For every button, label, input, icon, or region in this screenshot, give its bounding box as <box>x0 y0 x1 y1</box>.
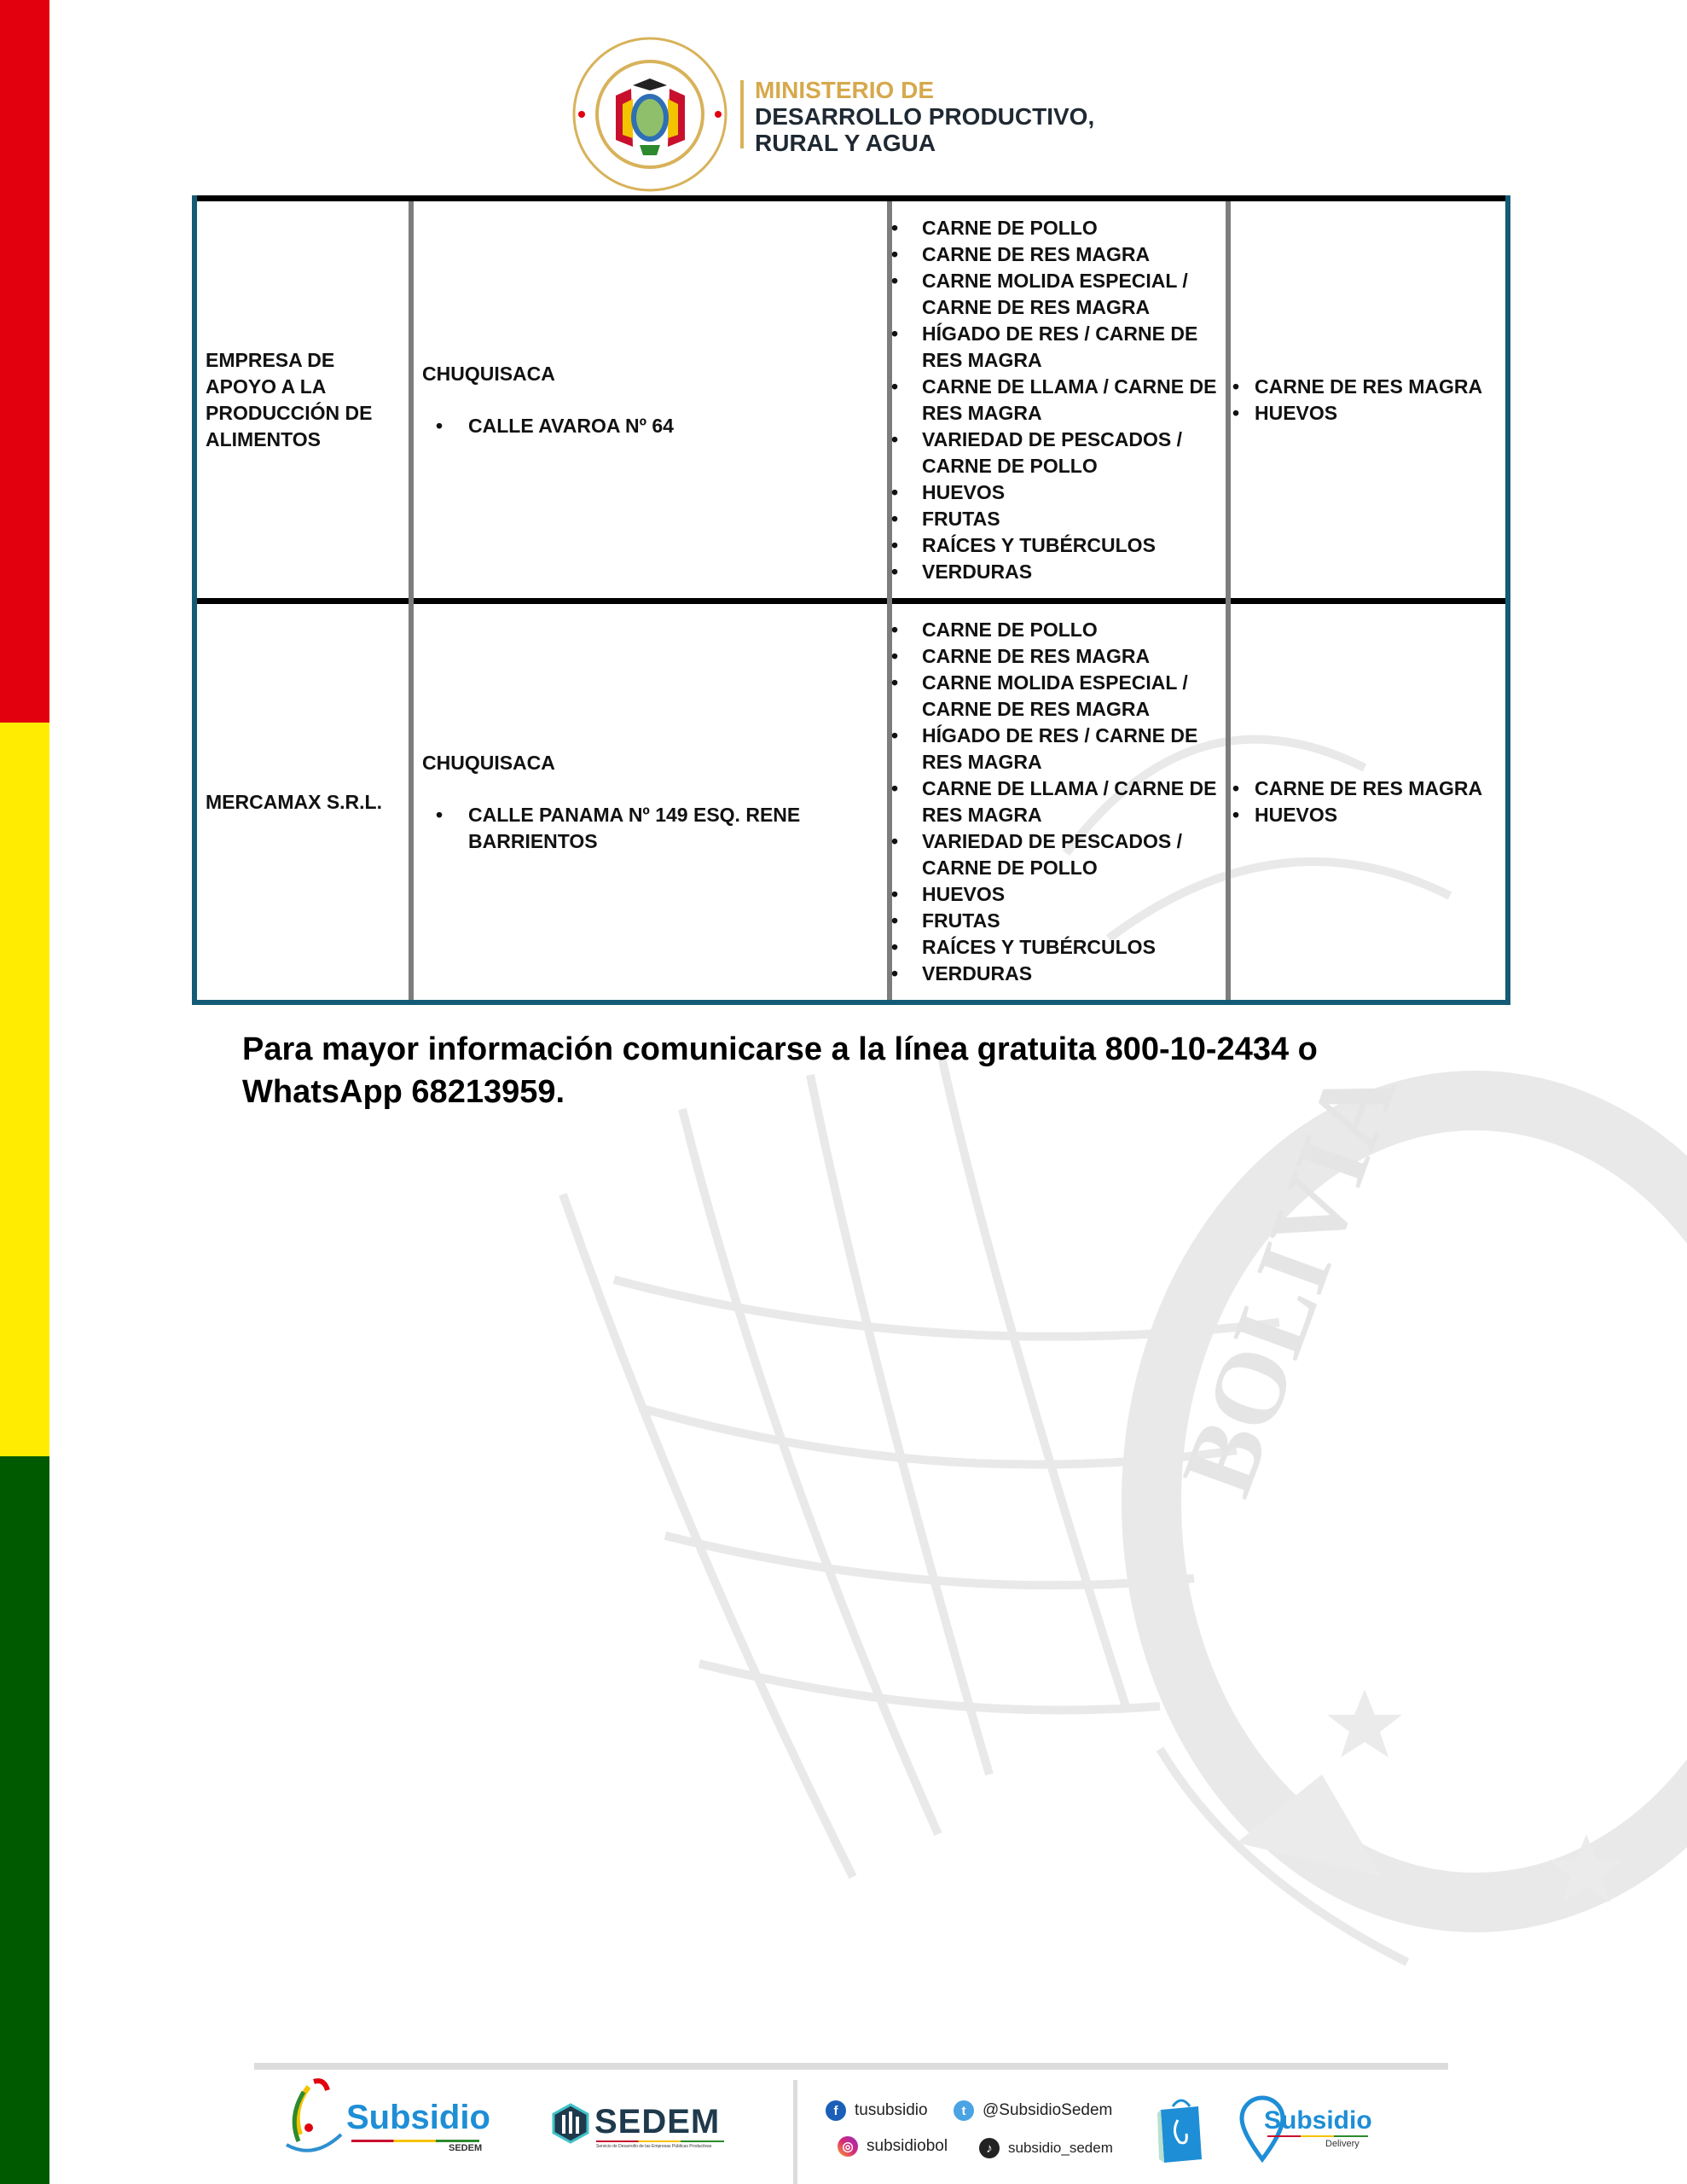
department-name: CHUQUISACA <box>422 751 555 774</box>
ministry-line-2: DESARROLLO PRODUCTIVO, <box>755 103 1095 130</box>
product-item: • RAÍCES Y TUBÉRCULOS <box>891 532 1232 559</box>
ministry-name <box>755 77 1094 156</box>
footer-separator <box>793 2080 797 2184</box>
ministry-line-1: MINISTERIO DE <box>755 77 935 103</box>
product-item: • HÍGADO DE RES / CARNE DE RES MAGRA <box>891 321 1232 374</box>
tricolor-underline <box>1267 2135 1368 2137</box>
delivery-logo-text: Subsidio <box>1264 2106 1372 2135</box>
delivery-logo-subtext: Delivery <box>1325 2139 1359 2149</box>
subsidio-logo <box>280 2075 493 2160</box>
product-item: • RAÍCES Y TUBÉRCULOS <box>891 934 1232 961</box>
table-row <box>192 195 1510 600</box>
subsidio-logo-text: Subsidio <box>346 2099 490 2136</box>
location-cell <box>422 201 883 598</box>
instagram-handle: subsidiobol <box>867 2137 948 2155</box>
product-item: • FRUTAS <box>891 908 1232 934</box>
product-item: • CARNE DE RES MAGRA <box>891 241 1232 268</box>
product-item: • CARNE DE LLAMA / CARNE DE RES MAGRA <box>891 374 1232 427</box>
company-cell <box>206 201 402 598</box>
facebook-handle: tusubsidio <box>855 2101 928 2119</box>
header-divider <box>740 80 744 148</box>
location-cell <box>422 604 883 1000</box>
instagram-link[interactable] <box>838 2136 948 2157</box>
sedem-tagline: Servicio de Desarrollo de las Empresas Públicas Productivas <box>596 2144 712 2149</box>
mother-child-icon <box>280 2075 348 2160</box>
facebook-link[interactable] <box>826 2100 928 2121</box>
product-item: • CARNE DE RES MAGRA <box>891 643 1232 670</box>
instagram-icon: ◎ <box>838 2136 858 2157</box>
twitter-link[interactable] <box>954 2100 1112 2121</box>
product-item: • VARIEDAD DE PESCADOS / CARNE DE POLLO <box>891 828 1232 881</box>
product-item: • CARNE MOLIDA ESPECIAL / CARNE DE RES MAGRA <box>891 670 1232 723</box>
tiktok-icon: ♪ <box>979 2138 1000 2158</box>
twitter-handle: @SubsidioSedem <box>983 2101 1113 2119</box>
flag-stripe <box>0 0 49 2184</box>
ministry-line-3: RURAL Y AGUA <box>755 130 936 156</box>
product-item: • VERDURAS <box>891 961 1232 987</box>
table-row <box>192 600 1510 1006</box>
product-item: • FRUTAS <box>891 506 1232 532</box>
products-cell <box>891 604 1232 1000</box>
company-cell <box>206 604 402 1000</box>
product-item: • CARNE MOLIDA ESPECIAL / CARNE DE RES MAGRA <box>891 268 1232 321</box>
contact-info-line-2: WhatsApp 68213959. <box>242 1074 565 1110</box>
company-name: EMPRESA DE APOYO A LA PRODUCCIÓN DE ALIMENTOS <box>206 348 373 450</box>
subsidio-logo-subtext: SEDEM <box>449 2143 483 2153</box>
product-item: • CARNE DE POLLO <box>891 617 1232 643</box>
substitute-item: • CARNE DE RES MAGRA <box>1232 374 1488 400</box>
substitutes-cell <box>1232 201 1488 598</box>
product-item: • CARNE DE POLLO <box>891 215 1232 241</box>
tiktok-handle: subsidio_sedem <box>1008 2140 1113 2156</box>
substitute-item: • CARNE DE RES MAGRA <box>1232 775 1488 802</box>
flag-red-band <box>0 0 49 723</box>
sedem-logo <box>550 2103 729 2154</box>
products-cell <box>891 201 1232 598</box>
shopping-bag-icon <box>1156 2094 1207 2163</box>
subsidio-delivery-logo <box>1237 2094 1373 2163</box>
sedem-hexagon-icon <box>550 2103 591 2144</box>
twitter-icon: t <box>954 2100 974 2121</box>
product-item: • VARIEDAD DE PESCADOS / CARNE DE POLLO <box>891 427 1232 479</box>
flag-yellow-band <box>0 723 49 1456</box>
substitutes-cell <box>1232 604 1488 1000</box>
department-name: CHUQUISACA <box>422 362 555 385</box>
company-name: MERCAMAX S.R.L. <box>206 790 382 813</box>
product-item: • HÍGADO DE RES / CARNE DE RES MAGRA <box>891 723 1232 775</box>
suppliers-table <box>192 195 1510 1006</box>
address: • CALLE AVAROA Nº 64 <box>422 413 883 439</box>
substitute-item: • HUEVOS <box>1232 802 1488 828</box>
page-header <box>571 36 1186 194</box>
sedem-logo-text: SEDEM <box>594 2103 721 2140</box>
product-item: • CARNE DE LLAMA / CARNE DE RES MAGRA <box>891 775 1232 828</box>
watermark-text: BOLIVIA <box>1159 1053 1418 1509</box>
address: • CALLE PANAMA Nº 149 ESQ. RENE BARRIENTOS <box>422 802 883 855</box>
presidency-seal-logo <box>571 36 729 194</box>
contact-info-line-1: Para mayor información comunicarse a la línea gratuita 800-10-2434 o <box>242 1031 1318 1067</box>
tiktok-link[interactable] <box>979 2138 1113 2158</box>
product-item: • VERDURAS <box>891 559 1232 585</box>
product-item: • HUEVOS <box>891 881 1232 908</box>
contact-info <box>242 1028 1436 1113</box>
tricolor-underline <box>351 2140 479 2142</box>
product-item: • HUEVOS <box>891 479 1232 506</box>
flag-green-band <box>0 1456 49 2184</box>
tricolor-underline <box>596 2140 724 2142</box>
footer-divider <box>254 2063 1448 2070</box>
substitute-item: • HUEVOS <box>1232 400 1488 427</box>
facebook-icon: f <box>826 2100 846 2121</box>
